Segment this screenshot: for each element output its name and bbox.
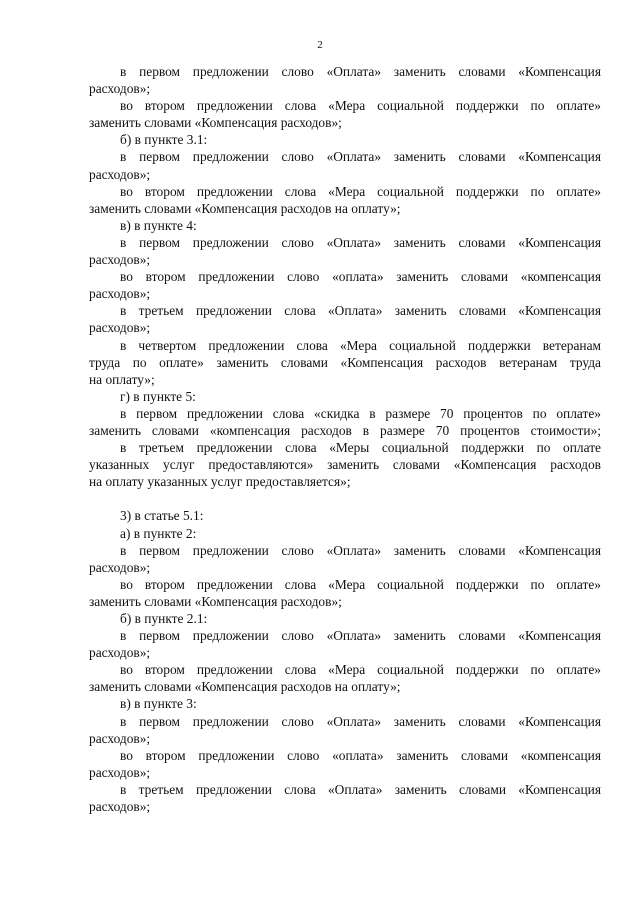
text-line: труда по оплате» заменить словами «Компенсация расходов ветеранам труда [89, 354, 601, 370]
text-line: в третьем предложении слова «Оплата» заменить словами «Компенсация [120, 303, 601, 319]
text-line: в первом предложении слово «Оплата» заменить словами «Компенсация [120, 234, 601, 250]
text-line: в) в пункте 3: [120, 696, 197, 712]
text-line: во втором предложении слово «оплата» заменить словами «компенсация [120, 747, 601, 763]
text-line: в первом предложении слово «Оплата» заменить словами «Компенсация [120, 713, 601, 729]
text-line: в первом предложении слова «скидка в размере 70 процентов по оплате» [120, 405, 601, 421]
text-line: расходов»; [89, 81, 151, 97]
text-line: б) в пункте 2.1: [120, 611, 208, 626]
text-line: расходов»; [89, 166, 151, 182]
page-number: 2 [317, 39, 323, 51]
text-line: расходов»; [89, 730, 151, 746]
text-line: во втором предложении слово «оплата» заменить словами «компенсация [120, 269, 601, 285]
text-line: заменить словами «Компенсация расходов на оплату»; [89, 200, 401, 216]
text-line: заменить словами «Компенсация расходов»; [89, 593, 342, 609]
text-line: расходов»; [89, 320, 151, 336]
text-line: на оплату»; [89, 371, 155, 387]
text-line: в) в пункте 4: [120, 217, 197, 233]
text-line: в первом предложении слово «Оплата» заменить словами «Компенсация [120, 149, 601, 165]
text-line: во втором предложении слова «Мера социальной поддержки по оплате» [120, 183, 601, 199]
text-line: в третьем предложении слова «Оплата» заменить словами «Компенсация [120, 781, 601, 797]
text-line: заменить словами «Компенсация расходов»; [89, 115, 342, 131]
text-line: расходов»; [89, 645, 151, 661]
text-line: во втором предложении слова «Мера социальной поддержки по оплате» [120, 662, 601, 678]
text-line: расходов»; [89, 559, 151, 575]
text-line: 3) в статье 5.1: [120, 508, 204, 524]
text-line: б) в пункте 3.1: [120, 132, 208, 148]
paragraph-gap [89, 490, 601, 507]
text-line: в первом предложении слово «Оплата» заменить словами «Компенсация [120, 542, 601, 558]
text-line: а) в пункте 2: [120, 525, 197, 541]
text-line: на оплату указанных услуг предоставляется»; [89, 474, 351, 490]
text-line: в первом предложении слово «Оплата» заменить словами «Компенсация [120, 64, 601, 79]
text-line: указанных услуг предоставляются» заменить словами «Компенсация расходов [89, 457, 601, 473]
text-line: расходов»; [89, 764, 151, 780]
section-amendments-part-1 [89, 63, 601, 490]
text-line: расходов»; [89, 252, 151, 268]
section-amendments-article-5-1 [89, 507, 601, 815]
document-body [89, 63, 601, 815]
text-line: во втором предложении слова «Мера социальной поддержки по оплате» [120, 576, 601, 592]
text-line: в первом предложении слово «Оплата» заменить словами «Компенсация [120, 628, 601, 644]
text-line: заменить словами «компенсация расходов в размере 70 процентов стоимости»; [89, 422, 601, 438]
text-line: г) в пункте 5: [120, 388, 196, 404]
text-line: во втором предложении слова «Мера социальной поддержки по оплате» [120, 98, 601, 114]
text-line: расходов»; [89, 286, 151, 302]
text-line: в четвертом предложении слова «Мера социальной поддержки ветеранам [120, 337, 601, 353]
text-line: в третьем предложении слова «Меры социальной поддержки по оплате [120, 440, 601, 456]
text-line: заменить словами «Компенсация расходов на оплату»; [89, 679, 401, 695]
text-line: расходов»; [89, 799, 151, 815]
